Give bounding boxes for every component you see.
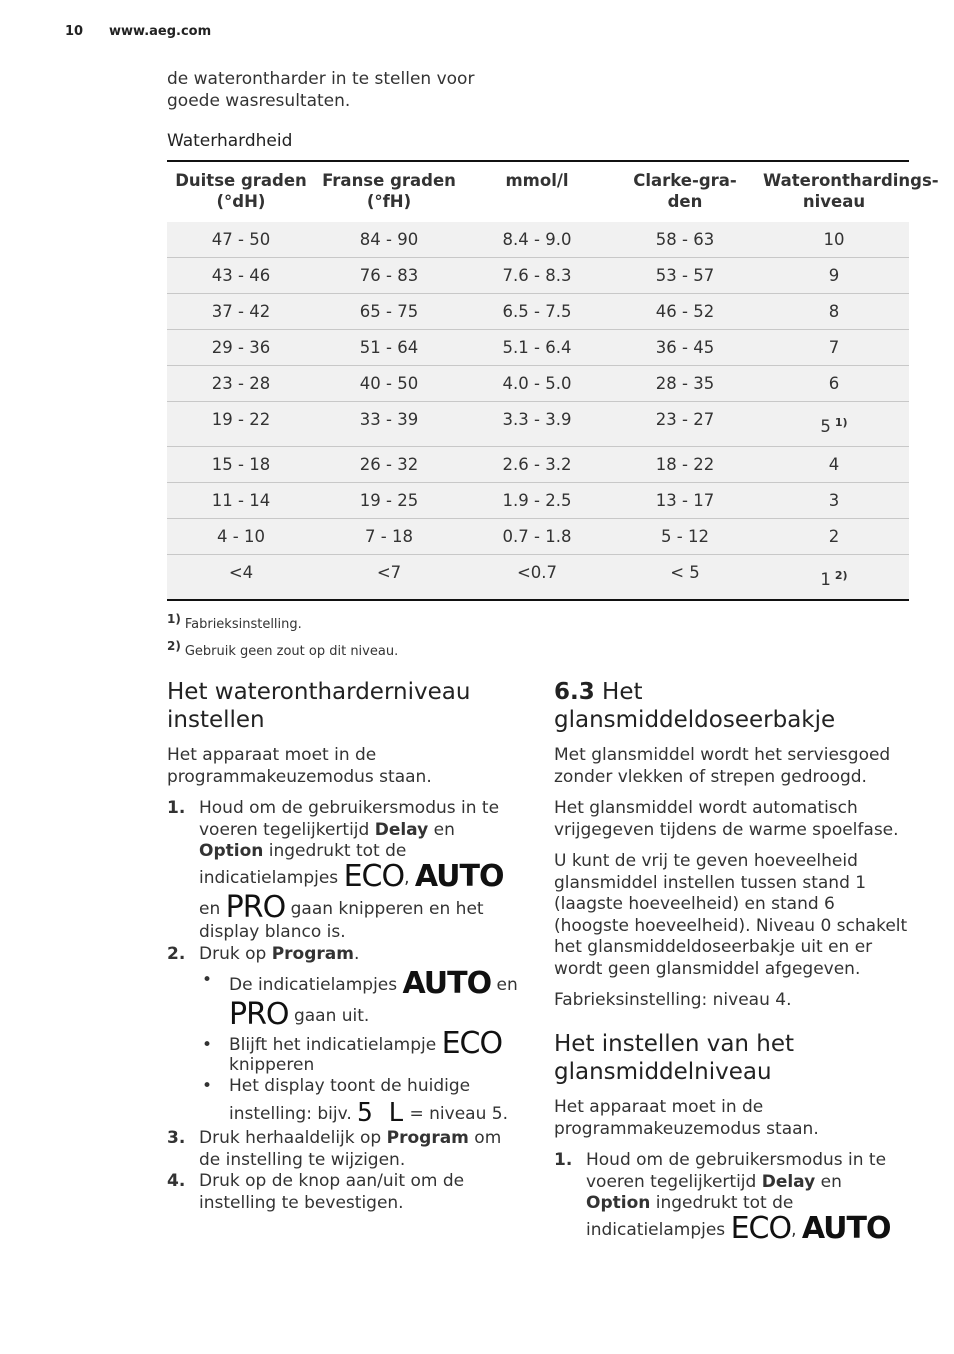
- pro-indicator: PRO: [225, 889, 286, 925]
- table-cell: 2.6 - 3.2: [463, 447, 611, 483]
- table-cell: 47 - 50: [167, 222, 315, 258]
- table-row: [167, 258, 909, 294]
- table-cell: 13 - 17: [611, 483, 759, 519]
- table-cell: 18 - 22: [611, 447, 759, 483]
- eco-indicator: ECO: [730, 1210, 792, 1246]
- right-para-4: Fabrieksinstelling: niveau 4.: [554, 990, 792, 1010]
- table-row: [167, 294, 909, 330]
- table-cell: 26 - 32: [315, 447, 463, 483]
- table-cell: 33 - 39: [315, 402, 463, 447]
- header-clarke: Clarke-gra- den: [611, 161, 759, 222]
- table-cell: 15 - 18: [167, 447, 315, 483]
- table-cell: <7: [315, 555, 463, 600]
- table-cell: 1 $^{2)}$: [759, 555, 909, 600]
- header-mmol: mmol/l: [463, 161, 611, 222]
- table-cell: 3.3 - 3.9: [463, 402, 611, 447]
- table-cell: 6: [759, 366, 909, 402]
- table-row: [167, 555, 909, 600]
- table-cell: < 5: [611, 555, 759, 600]
- auto-indicator: AUTO: [801, 1210, 891, 1246]
- table-cell: 23 - 28: [167, 366, 315, 402]
- table-cell: 43 - 46: [167, 258, 315, 294]
- right-lead: Het apparaat moet in de programmakeuzemodus staan.: [554, 1097, 819, 1139]
- pro-indicator: PRO: [229, 997, 289, 1032]
- right-para-1: Met glansmiddel wordt het serviesgoed zonder vlekken of strepen gedroogd.: [554, 745, 891, 787]
- header-dh: Duitse graden (°dH): [167, 161, 315, 222]
- water-hardness-table: [167, 160, 939, 601]
- table-cell: 8.4 - 9.0: [463, 222, 611, 258]
- table-cell: 53 - 57: [611, 258, 759, 294]
- table-cell: 4 - 10: [167, 519, 315, 555]
- table-cell: 6.5 - 7.5: [463, 294, 611, 330]
- table-cell: 5 - 12: [611, 519, 759, 555]
- table-cell: 2: [759, 519, 909, 555]
- auto-indicator: AUTO: [414, 858, 504, 894]
- site-url: www.aeg.com: [109, 24, 212, 39]
- table-cell: 9: [759, 258, 909, 294]
- table-cell: 65 - 75: [315, 294, 463, 330]
- table-cell: 0.7 - 1.8: [463, 519, 611, 555]
- right-para-3: U kunt de vrij te geven hoeveelheid glansmiddel instellen tussen stand 1 (laagste hoeveelheid) en stand 6 (hoogste hoeveelheid). Niveau 0 schakelt het glansmiddeldoseerbakje uit en er wordt geen glansmiddel afgegeven.: [554, 851, 908, 979]
- table-cell: 10: [759, 222, 909, 258]
- table-cell: 46 - 52: [611, 294, 759, 330]
- table-row: [167, 483, 909, 519]
- table-cell: 40 - 50: [315, 366, 463, 402]
- table-cell: 37 - 42: [167, 294, 315, 330]
- footnote-2: 2) Gebruik geen zout op dit niveau.: [167, 639, 399, 659]
- table-cell: 5 $^{1)}$: [759, 402, 909, 447]
- header-level: Wateronthardings- niveau: [759, 161, 909, 222]
- right-para-2: Het glansmiddel wordt automatisch vrijgegeven tijdens de warme spoelfase.: [554, 798, 899, 840]
- left-step-4: 4. Druk op de knop aan/uit om de instelling te bevestigen.: [167, 1171, 465, 1213]
- footnote-1: 1) Fabrieksinstelling.: [167, 612, 302, 632]
- header-fh: Franse graden (°fH): [315, 161, 463, 222]
- bullet-auto-pro: • De indicatielampjes AUTO en PRO gaan uit.: [202, 966, 518, 1032]
- table-row: [167, 366, 909, 402]
- footnote-ref: 1): [834, 416, 848, 429]
- table-cell: 23 - 27: [611, 402, 759, 447]
- eco-indicator: ECO: [441, 1026, 503, 1061]
- table-row: [167, 447, 909, 483]
- table-cell: 58 - 63: [611, 222, 759, 258]
- bullet-display: • Het display toont de huidige instelling: bijv. 5 L = niveau 5.: [202, 1076, 508, 1128]
- heading-softener-level: Het waterontharderniveau instellen: [167, 679, 471, 733]
- table-header-row: [167, 161, 909, 222]
- table-cell: 5.1 - 6.4: [463, 330, 611, 366]
- heading-rinse-aid-dispenser: 6.3 Het glansmiddeldoseerbakje: [554, 679, 836, 733]
- table-label: Waterhardheid: [167, 131, 293, 151]
- table-cell: <4: [167, 555, 315, 600]
- table-row: [167, 519, 909, 555]
- left-step-1: 1. Houd om de gebruikersmodus in te voeren tegelijkertijd Delay en Option ingedrukt tot de indicatielampjes ECO, AUTO en PRO gaan knipperen en het display blanco is.: [167, 798, 504, 942]
- left-step-3: 3. Druk herhaaldelijk op Program om de instelling te wijzigen.: [167, 1128, 502, 1170]
- table-cell: 7.6 - 8.3: [463, 258, 611, 294]
- table-cell: 19 - 25: [315, 483, 463, 519]
- table-cell: 8: [759, 294, 909, 330]
- table-cell: 19 - 22: [167, 402, 315, 447]
- heading-rinse-aid-level: Het instellen van het glansmiddelniveau: [554, 1031, 795, 1085]
- table-row: [167, 222, 909, 258]
- table-cell: 36 - 45: [611, 330, 759, 366]
- table-row: [167, 330, 909, 366]
- eco-indicator: ECO: [343, 858, 405, 894]
- table-cell: 84 - 90: [315, 222, 463, 258]
- bullet-eco: • Blijft het indicatielampje ECO knipperen: [202, 1026, 503, 1075]
- table-cell: 7: [759, 330, 909, 366]
- table-cell: 11 - 14: [167, 483, 315, 519]
- table-cell: 28 - 35: [611, 366, 759, 402]
- left-lead: Het apparaat moet in de programmakeuzemodus staan.: [167, 745, 432, 787]
- table-cell: 1.9 - 2.5: [463, 483, 611, 519]
- table-cell: 3: [759, 483, 909, 519]
- table-cell: 4: [759, 447, 909, 483]
- table-row: [167, 402, 909, 447]
- table-cell: 51 - 64: [315, 330, 463, 366]
- table-cell: 7 - 18: [315, 519, 463, 555]
- intro-text: de waterontharder in te stellen voor goede wasresultaten.: [167, 69, 475, 111]
- page-number: 10: [65, 24, 84, 39]
- table-cell: 4.0 - 5.0: [463, 366, 611, 402]
- table-cell: 29 - 36: [167, 330, 315, 366]
- right-step-1: 1. Houd om de gebruikersmodus in te voeren tegelijkertijd Delay en Option ingedrukt tot de indicatielampjes ECO, AUTO: [554, 1150, 891, 1246]
- display-readout: 5 L: [357, 1097, 405, 1128]
- table-cell: 76 - 83: [315, 258, 463, 294]
- table-cell: <0.7: [463, 555, 611, 600]
- auto-indicator: AUTO: [402, 966, 492, 1001]
- left-step-2: 2. Druk op Program.: [167, 944, 360, 964]
- footnote-ref: 2): [834, 569, 848, 582]
